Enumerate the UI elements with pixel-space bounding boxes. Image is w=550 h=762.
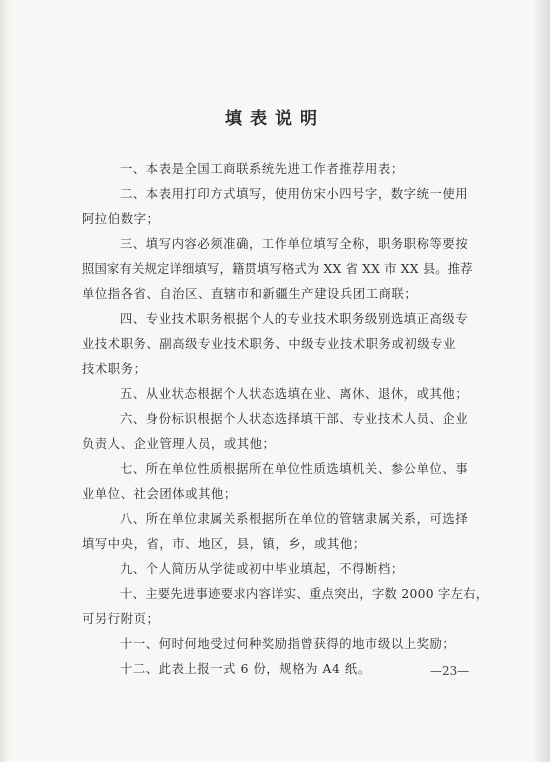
instruction-line: 十一、何时何地受过何种奖励指曾获得的地市级以上奖励；: [120, 637, 456, 651]
instruction-line: 照国家有关规定详细填写，籍贯填写格式为 XX 省 XX 市 XX 县。推荐: [82, 262, 473, 276]
instruction-line: 单位指各省、自治区、直辖市和新疆生产建设兵团工商联；: [82, 287, 418, 301]
instruction-line: 九、个人简历从学徒或初中毕业填起，不得断档；: [120, 562, 404, 576]
instruction-line: 负责人、企业管理人员，或其他；: [82, 437, 276, 451]
instruction-line: 填写中央，省，市、地区，县，镇，乡，或其他；: [82, 537, 366, 551]
instruction-line: 八、所在单位隶属关系根据所在单位的管辖隶属关系，可选择: [120, 512, 469, 526]
instruction-line: 技术职务；: [82, 362, 147, 376]
instruction-line: 三、填写内容必须准确，工作单位填写全称，职务职称等要按: [120, 237, 469, 251]
instruction-line: 四、专业技术职务根据个人的专业技术职务级别选填正高级专: [120, 312, 469, 326]
instruction-line: 六、身份标识根据个人状态选择填干部、专业技术人员、企业: [120, 412, 469, 426]
instruction-line: 阿拉伯数字；: [82, 212, 160, 226]
instruction-line: 业技术职务、副高级专业技术职务、中级专业技术职务或初级专业: [82, 337, 457, 351]
instruction-line: 业单位、社会团体或其他；: [82, 487, 237, 501]
instruction-line: 可另行附页；: [82, 612, 160, 626]
instruction-line: 五、从业状态根据个人状态选填在业、离休、退休，或其他；: [120, 387, 469, 401]
instruction-line: 七、所在单位性质根据所在单位性质选填机关、参公单位、事: [120, 462, 469, 476]
instruction-line: 一、本表是全国工商联系统先进工作者推荐用表；: [120, 162, 404, 176]
instruction-line: 二、本表用打印方式填写，使用仿宋小四号字，数字统一使用: [120, 187, 469, 201]
instruction-line: 十二、此表上报一式 6 份，规格为 A4 纸。: [120, 662, 371, 676]
instruction-line: 十、主要先进事迹要求内容详实、重点突出，字数 2000 字左右，: [120, 587, 489, 601]
page-number: —23—: [430, 664, 470, 678]
page-title: 填表说明: [225, 109, 325, 129]
